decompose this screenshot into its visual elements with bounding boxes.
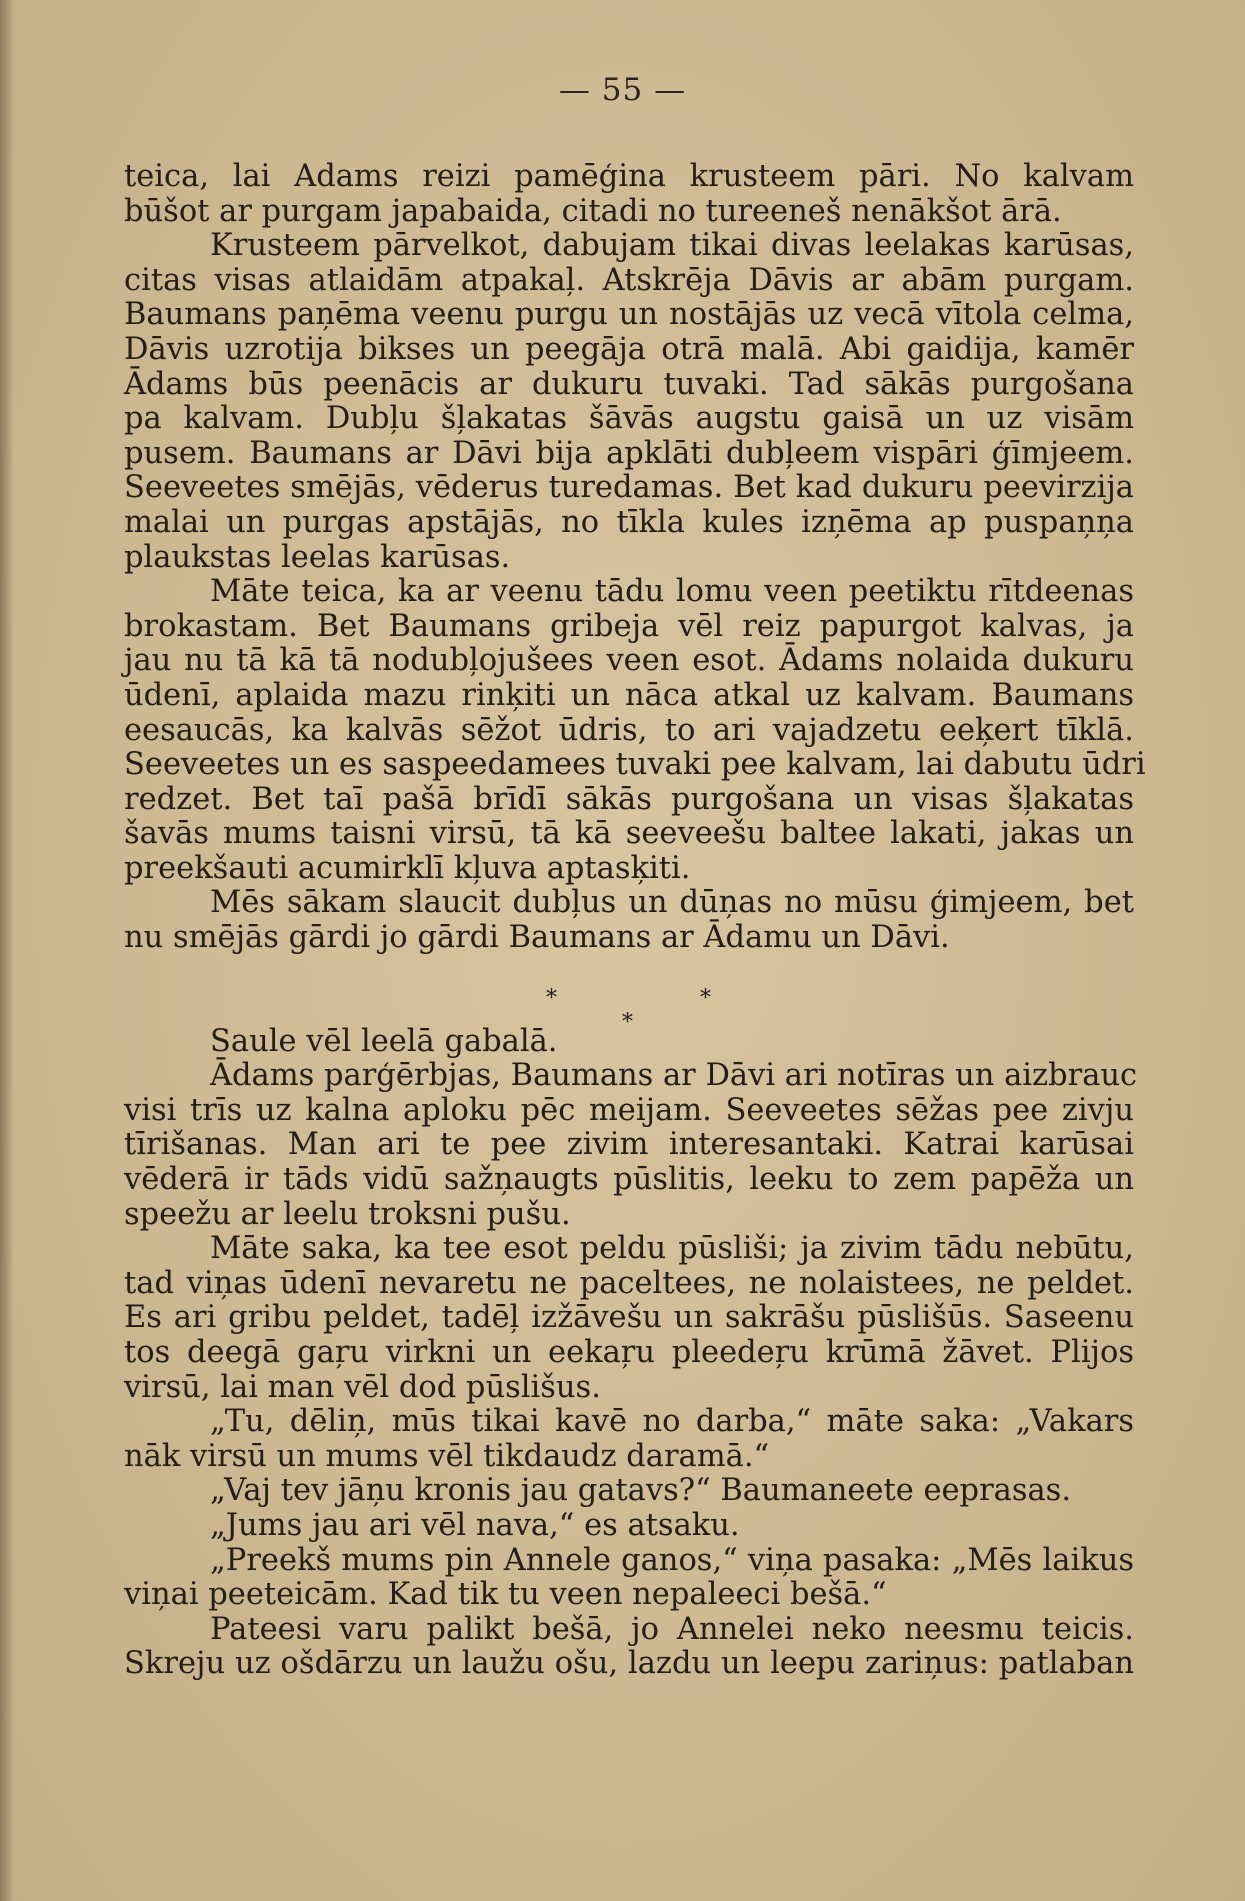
paragraph [124, 1058, 1138, 1232]
paragraph [124, 886, 1134, 955]
text-line: teica, lai Adams reizi pamēģina krusteem pāri. No kalvam [124, 159, 1134, 194]
text-line: Seeveetes smējās, vēderus turedamas. Bet kad dukuru peevirzija [124, 470, 1134, 506]
paragraph [124, 160, 1134, 229]
text-line: visi trīs uz kalna aploku pēc meijam. Seeveetes sēžas pee zivju [124, 1092, 1134, 1128]
text-line: būšot ar purgam japabaida, citadi no tureeneš nenākšot ārā. [124, 193, 1062, 229]
text-line: Pateesi varu palikt bešā, jo Annelei neko neesmu teicis. [210, 1611, 1134, 1647]
text-line: nu smējās gārdi jo gārdi Baumans ar Ādamu un Dāvi. [124, 920, 950, 956]
asterisk-ornament: * [700, 985, 711, 1011]
text-line: jau nu tā kā tā nodubļojušees veen esot. Ādams nolaida dukuru [124, 643, 1134, 679]
text-line: nāk virsū un mums vēl tikdaudz daramā.“ [124, 1438, 770, 1474]
text-line: vēderā ir tāds vidū sažņaugts pūslitis, leeku to zem papēža un [124, 1162, 1134, 1198]
text-section-before-separator [124, 159, 1146, 956]
text-line: šavās mums taisni virsū, tā kā seeveešu baltee lakati, jakas un [124, 816, 1134, 852]
text-line: eesaucās, ka kalvās sēžot ūdris, to ari vajadzetu eeķert tīklā. [124, 712, 1134, 748]
text-line: tos deegā gaŗu virkni un eekaŗu pleedeŗu krūmā žāvet. Plijos [124, 1335, 1134, 1370]
text-line: Saule vēl leelā gabalā. [210, 1023, 558, 1059]
text-line: Māte saka, ka tee esot peldu pūsliši; ja zivim tādu nebūtu, [210, 1231, 1134, 1267]
text-line: Ādams būs peenācis ar dukuru tuvaki. Tad sākās purgošana [124, 366, 1134, 402]
text-line: preekšauti acumirklī kļuva aptasķiti. [124, 850, 691, 886]
text-line: redzet. Bet taī pašā brīdī sākās purgošana un visas šļakatas [124, 781, 1134, 817]
text-line: Baumans paņēma veenu purgu un nostājās uz vecā vītola celma, [124, 297, 1134, 333]
paragraph [124, 1544, 1134, 1613]
text-line: Krusteem pārvelkot, dabujam tikai divas leelakas karūsas, [210, 228, 1134, 264]
text-line: Ādams parģērbjas, Baumans ar Dāvi ari notīras un aizbrauc [210, 1058, 1138, 1094]
paragraph [124, 229, 1134, 575]
text-section-after-separator [124, 1023, 1138, 1682]
text-line: „Tu, dēliņ, mūs tikai kavē no darba,“ māte saka: „Vakars [210, 1404, 1134, 1440]
text-line: citas visas atlaidām atpakaļ. Atskrēja Dāvis ar abām purgam. [124, 262, 1134, 298]
text-line: malai un purgas apstājās, no tīkla kules izņēma ap puspaņņa [124, 504, 1134, 540]
text-line: pusem. Baumans ar Dāvi bija apklāti dubļeem vispāri ģīmjeem. [124, 435, 1134, 471]
text-line: virsū, lai man vēl dod pūslišus. [124, 1369, 601, 1405]
paragraph [124, 1405, 1134, 1474]
section-separator [124, 956, 1134, 1035]
paragraph [124, 574, 1146, 886]
paragraph [124, 1474, 1134, 1509]
paragraph [124, 1613, 1134, 1682]
page-number: — 55 — [558, 72, 687, 108]
text-line: Skreju uz ošdārzu un laužu ošu, lazdu un leepu zariņus: patlaban [124, 1646, 1134, 1682]
text-line: tīrišanas. Man ari te pee zivim interesantaki. Katrai karūsai [124, 1127, 1134, 1163]
asterisk-ornament: * [622, 1009, 633, 1035]
text-line: ūdenī, aplaida mazu rinķiti un nāca atkal uz kalvam. Baumans [124, 677, 1134, 713]
text-line: „Vaj tev jāņu kronis jau gatavs?“ Baumaneete eeprasas. [210, 1473, 1072, 1509]
text-line: Dāvis uzrotija bikses un peegāja otrā malā. Abi gaidija, kamēr [124, 331, 1134, 367]
asterisk-ornament: * [546, 985, 557, 1011]
text-line: tad viņas ūdenī nevaretu ne paceltees, ne nolaistees, ne peldet. [124, 1265, 1134, 1301]
text-line: Mēs sākam slaucit dubļus un dūņas no mūsu ģimjeem, bet [210, 885, 1134, 921]
paragraph [124, 1509, 1134, 1544]
body-text [124, 159, 1146, 1682]
text-line: brokastam. Bet Baumans gribeja vēl reiz papurgot kalvas, ja [124, 608, 1134, 644]
text-line: plaukstas leelas karūsas. [124, 539, 511, 575]
text-line: viņai peeteicām. Kad tik tu veen nepaleeci bešā.“ [124, 1577, 887, 1613]
text-line: speežu ar leelu troksni pušu. [124, 1196, 571, 1232]
text-line: Māte teica, ka ar veenu tādu lomu veen peetiktu rītdeenas [210, 574, 1134, 610]
paragraph [124, 1232, 1134, 1405]
text-line: pa kalvam. Dubļu šļakatas šāvās augstu gaisā un uz visām [124, 401, 1134, 437]
text-line: „Jums jau ari vēl nava,“ es atsaku. [210, 1507, 740, 1543]
text-line: Seeveetes un es saspeedamees tuvaki pee kalvam, lai dabutu ūdri [124, 747, 1146, 783]
text-line: „Preekš mums pin Annele ganos,“ viņa pasaka: „Mēs laikus [210, 1542, 1134, 1578]
text-line: Es ari gribu peldet, tadēļ izžāvešu un sakrāšu pūslišūs. Saseenu [124, 1300, 1134, 1336]
